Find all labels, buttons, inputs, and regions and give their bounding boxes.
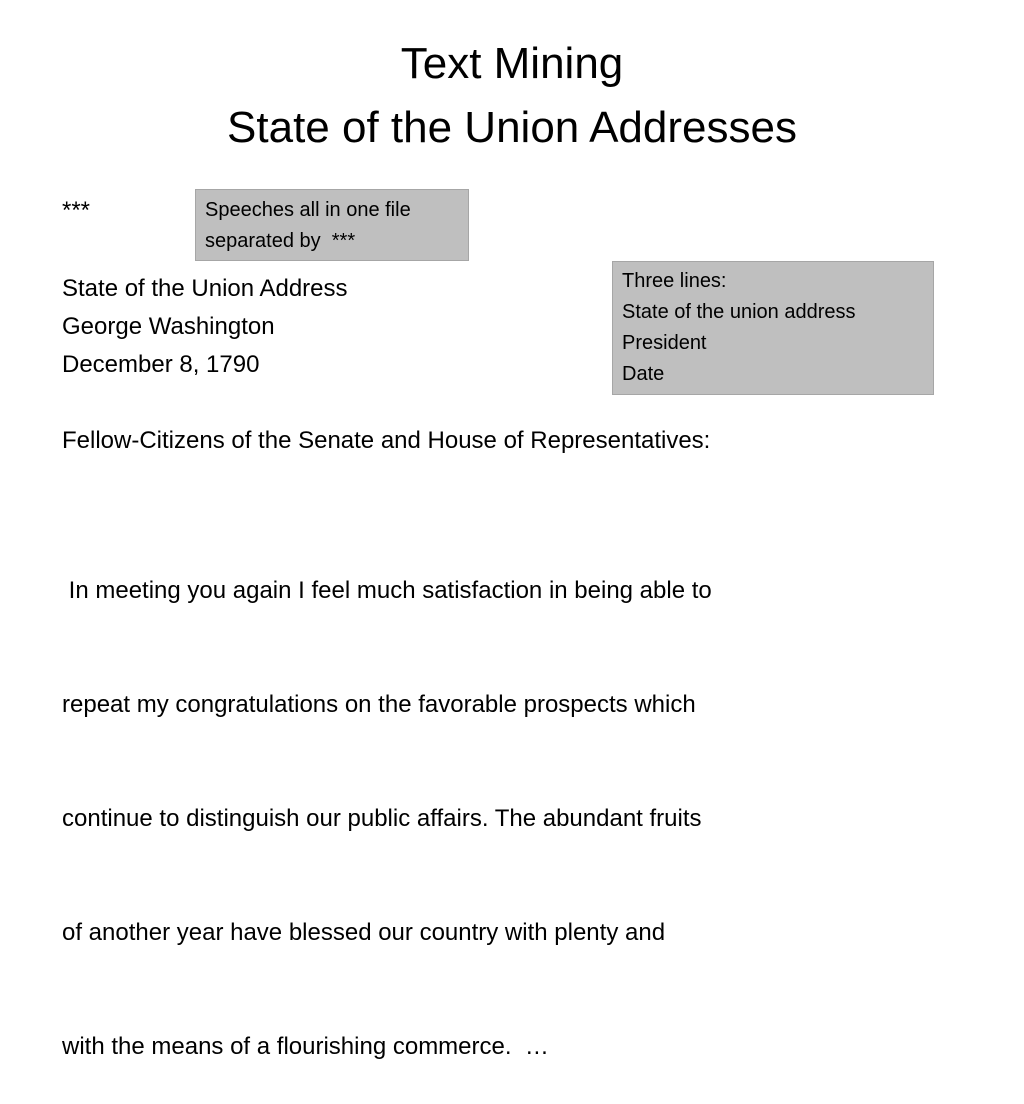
callout-line: Three lines: — [622, 270, 727, 292]
paragraph-line: continue to distinguish our public affairs. The abundant fruits — [62, 805, 702, 832]
callout-three-lines-note — [612, 261, 934, 395]
speech-salutation: Fellow-Citizens of the Senate and House of Representatives: — [62, 427, 711, 454]
speech-header-date: December 8, 1790 — [62, 351, 260, 378]
speech-header-title: State of the Union Address — [62, 275, 348, 302]
callout-line: Date — [622, 363, 665, 385]
speech-header-president: George Washington — [62, 313, 275, 340]
speech-header — [62, 270, 348, 384]
slide-title-line-1: Text Mining — [400, 39, 624, 88]
callout-line: Speeches all in one file — [205, 199, 411, 221]
paragraph-line: repeat my congratulations on the favorable prospects which — [62, 691, 696, 718]
callout-line: separated by *** — [205, 230, 356, 252]
paragraph-line: In meeting you again I feel much satisfaction in being able to — [62, 577, 712, 604]
slide-title — [0, 32, 1024, 160]
paragraph-line: of another year have blessed our country with plenty and — [62, 919, 666, 946]
callout-line: State of the union address — [622, 301, 856, 323]
slide-title-line-2: State of the Union Addresses — [227, 103, 797, 152]
speech-separator: *** — [62, 197, 91, 224]
speech-paragraph — [62, 496, 712, 1104]
callout-line: President — [622, 332, 707, 354]
callout-separator-note — [195, 189, 469, 261]
paragraph-line: with the means of a flourishing commerce. … — [62, 1033, 549, 1060]
